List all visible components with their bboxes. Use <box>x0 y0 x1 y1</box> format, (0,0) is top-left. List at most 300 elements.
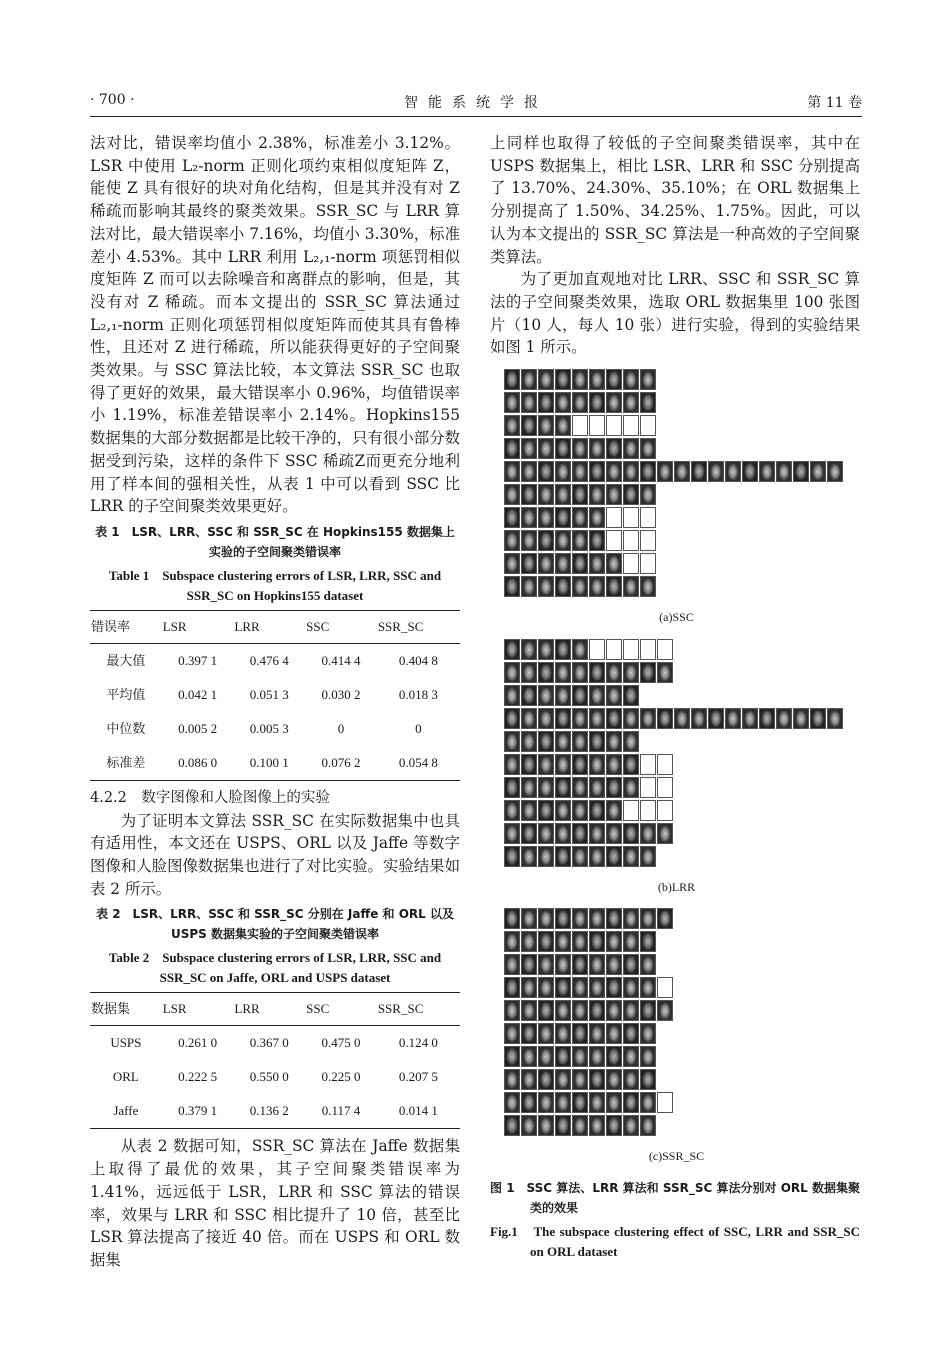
face-thumbnail <box>538 685 554 706</box>
journal-name: 智能系统学报 <box>404 95 548 111</box>
face-thumbnail <box>504 777 520 798</box>
face-thumbnail <box>640 1046 656 1067</box>
face-thumbnail <box>589 392 605 413</box>
face-thumbnail <box>623 461 639 482</box>
face-thumbnail <box>572 639 588 660</box>
face-row <box>504 931 849 953</box>
table-cell: 0.207 5 <box>398 1069 438 1085</box>
face-thumbnail <box>606 1115 622 1136</box>
face-thumbnail <box>640 662 656 683</box>
face-thumbnail <box>504 685 520 706</box>
ssc-face-grid <box>504 369 849 598</box>
face-thumbnail <box>521 1069 537 1090</box>
face-row <box>504 708 849 730</box>
face-row <box>504 977 849 999</box>
face-thumbnail <box>606 754 622 775</box>
face-thumbnail <box>623 846 639 867</box>
face-thumbnail <box>521 461 537 482</box>
empty-cell <box>623 507 639 528</box>
face-thumbnail <box>521 553 537 574</box>
face-thumbnail <box>606 662 622 683</box>
table-cell: 0 <box>337 720 345 736</box>
face-thumbnail <box>572 484 588 505</box>
face-thumbnail <box>623 777 639 798</box>
face-thumbnail <box>555 823 571 844</box>
subfigure-label-ssc: (a)SSC <box>659 610 694 625</box>
empty-cell <box>589 415 605 436</box>
face-thumbnail <box>504 977 520 998</box>
face-thumbnail <box>538 954 554 975</box>
face-thumbnail <box>521 777 537 798</box>
face-thumbnail <box>504 731 520 752</box>
face-thumbnail <box>504 576 520 597</box>
face-thumbnail <box>504 639 520 660</box>
table-row <box>90 1026 460 1061</box>
face-thumbnail <box>521 1046 537 1067</box>
face-thumbnail <box>504 438 520 459</box>
table-cell: 0.086 0 <box>162 746 234 781</box>
face-thumbnail <box>674 708 690 729</box>
face-thumbnail <box>606 823 622 844</box>
empty-cell <box>606 415 622 436</box>
face-thumbnail <box>504 392 520 413</box>
face-thumbnail <box>691 461 707 482</box>
face-thumbnail <box>640 823 656 844</box>
table1 <box>90 610 460 781</box>
face-thumbnail <box>504 484 520 505</box>
face-thumbnail <box>504 461 520 482</box>
face-thumbnail <box>589 823 605 844</box>
face-thumbnail <box>606 438 622 459</box>
empty-cell <box>606 530 622 551</box>
face-thumbnail <box>504 1046 520 1067</box>
face-thumbnail <box>640 576 656 597</box>
face-thumbnail <box>521 1115 537 1136</box>
face-thumbnail <box>504 954 520 975</box>
face-thumbnail <box>555 846 571 867</box>
face-thumbnail <box>572 1092 588 1113</box>
face-thumbnail <box>572 438 588 459</box>
face-thumbnail <box>640 461 656 482</box>
face-thumbnail <box>555 731 571 752</box>
face-thumbnail <box>640 392 656 413</box>
face-row <box>504 484 849 506</box>
page-header <box>90 92 862 114</box>
face-thumbnail <box>725 708 741 729</box>
face-thumbnail <box>521 754 537 775</box>
table-cell: 0.117 4 <box>305 1094 377 1129</box>
face-thumbnail <box>606 484 622 505</box>
table-cell: 中位数 <box>106 720 146 736</box>
face-thumbnail <box>572 1000 588 1021</box>
face-thumbnail <box>623 1115 639 1136</box>
face-row <box>504 576 849 598</box>
table-cell: 0.414 4 <box>321 652 361 668</box>
column-header: 数据集 <box>90 993 162 1026</box>
face-thumbnail <box>572 1046 588 1067</box>
face-thumbnail <box>521 576 537 597</box>
face-row <box>504 392 849 414</box>
face-thumbnail <box>623 977 639 998</box>
face-thumbnail <box>589 708 605 729</box>
face-thumbnail <box>555 800 571 821</box>
face-thumbnail <box>538 461 554 482</box>
face-thumbnail <box>623 931 639 952</box>
face-thumbnail <box>521 438 537 459</box>
face-thumbnail <box>538 438 554 459</box>
body-paragraph: 法对比，错误率均值小 2.38%，标准差小 3.12%。LSR 中使用 L₂-norm 正则化项约束相似度矩阵 Z，能使 Z 具有很好的块对角化结构，但是其并没有对 Z 稀疏而影响其最终的聚类效果。SSR_SC 与 LRR 算法对比，最大错误率小 7.16%，均值小 3.30%，标准差小 4.53%。其中 LRR 利用 L₂,₁-norm 项惩罚相似度矩阵 Z 而可以去除噪音和离群点的影响，但是，其没有对 Z 稀疏。而本文提出的 SSR_SC 算法通过 L₂,₁-norm 正则化项惩罚相似度矩阵而使其具有鲁棒性，且还对 Z 进行稀疏，所以能获得更好的子空间聚类效果。与 SSC 算法比较，本文算法 SSR_SC 也取得了更好的效果，最大错误率小 0.96%，均值错误率小 1.19%，标准差错误率小 2.14%。Hopkins155 数据集的大部分数据都是比较干净的，只有很小部分数据受到污染，这样的条件下 SSC 稀疏Z而更充分地利用了样本间的强相关性，从表 1 中可以看到 SSC 比 LRR 的子空间聚类效果更好。 <box>90 134 460 516</box>
face-thumbnail <box>538 754 554 775</box>
face-thumbnail <box>555 908 571 929</box>
face-thumbnail <box>725 461 741 482</box>
empty-cell <box>657 777 673 798</box>
table-row <box>90 1060 460 1094</box>
figure-1 <box>504 369 849 1168</box>
face-thumbnail <box>555 662 571 683</box>
face-thumbnail <box>589 800 605 821</box>
face-thumbnail <box>521 662 537 683</box>
face-thumbnail <box>776 708 792 729</box>
face-thumbnail <box>521 639 537 660</box>
face-thumbnail <box>606 931 622 952</box>
face-thumbnail <box>589 530 605 551</box>
body-paragraph: 为了更加直观地对比 LRR、SSC 和 SSR_SC 算法的子空间聚类效果，选取 ORL 数据集里 100 张图片（10 人，每人 10 张）进行实验，得到的实验结果如图 1 所示。 <box>490 270 860 357</box>
face-thumbnail <box>555 369 571 390</box>
face-thumbnail <box>589 1046 605 1067</box>
empty-cell <box>657 754 673 775</box>
face-row <box>504 415 849 437</box>
empty-cell <box>640 507 656 528</box>
face-thumbnail <box>623 708 639 729</box>
face-thumbnail <box>572 1069 588 1090</box>
empty-cell <box>623 415 639 436</box>
face-thumbnail <box>572 977 588 998</box>
face-row <box>504 639 849 661</box>
face-thumbnail <box>521 908 537 929</box>
face-thumbnail <box>572 846 588 867</box>
figure-caption-cn: 图 1 SSC 算法、LRR 算法和 SSR_SC 算法分别对 ORL 数据集聚类的效果 <box>490 1181 860 1216</box>
face-thumbnail <box>504 662 520 683</box>
empty-cell <box>572 415 588 436</box>
face-thumbnail <box>623 1046 639 1067</box>
face-thumbnail <box>538 1046 554 1067</box>
subfigure-label-ssr-sc: (c)SSR_SC <box>648 1149 705 1164</box>
face-row <box>504 800 849 822</box>
table-cell: 0.042 1 <box>178 686 218 702</box>
face-thumbnail <box>504 846 520 867</box>
face-thumbnail <box>657 708 673 729</box>
face-thumbnail <box>555 777 571 798</box>
face-thumbnail <box>538 731 554 752</box>
face-row <box>504 438 849 460</box>
face-thumbnail <box>589 553 605 574</box>
face-thumbnail <box>521 392 537 413</box>
table-cell: 0.225 0 <box>321 1069 361 1085</box>
face-thumbnail <box>657 908 673 929</box>
face-thumbnail <box>538 800 554 821</box>
face-thumbnail <box>521 954 537 975</box>
face-thumbnail <box>538 1069 554 1090</box>
face-thumbnail <box>589 662 605 683</box>
face-thumbnail <box>538 576 554 597</box>
face-thumbnail <box>606 369 622 390</box>
face-thumbnail <box>589 777 605 798</box>
face-row <box>504 685 849 707</box>
face-thumbnail <box>572 800 588 821</box>
face-thumbnail <box>606 1046 622 1067</box>
face-thumbnail <box>589 731 605 752</box>
face-thumbnail <box>606 553 622 574</box>
table-cell: 0.005 3 <box>249 720 289 736</box>
face-thumbnail <box>538 1023 554 1044</box>
face-thumbnail <box>810 461 826 482</box>
face-thumbnail <box>572 708 588 729</box>
face-thumbnail <box>623 731 639 752</box>
face-thumbnail <box>589 977 605 998</box>
face-thumbnail <box>572 1023 588 1044</box>
face-thumbnail <box>538 369 554 390</box>
face-thumbnail <box>606 685 622 706</box>
empty-cell <box>640 530 656 551</box>
empty-cell <box>657 1092 673 1113</box>
face-thumbnail <box>623 908 639 929</box>
empty-cell <box>640 415 656 436</box>
face-thumbnail <box>521 800 537 821</box>
face-thumbnail <box>504 1023 520 1044</box>
face-thumbnail <box>538 507 554 528</box>
face-thumbnail <box>742 708 758 729</box>
face-thumbnail <box>572 731 588 752</box>
face-thumbnail <box>555 438 571 459</box>
face-thumbnail <box>555 685 571 706</box>
face-thumbnail <box>640 908 656 929</box>
face-thumbnail <box>555 576 571 597</box>
table1-caption-en: Table 1 Subspace clustering errors of LSR, LRR, SSC and SSR_SC on Hopkins155 dataset <box>108 567 442 603</box>
face-thumbnail <box>640 1023 656 1044</box>
face-thumbnail <box>555 977 571 998</box>
face-thumbnail <box>572 931 588 952</box>
face-thumbnail <box>742 461 758 482</box>
face-thumbnail <box>623 662 639 683</box>
column-header: SSC <box>305 993 377 1026</box>
table-cell: 0.404 8 <box>398 652 438 668</box>
face-row <box>504 553 849 575</box>
face-thumbnail <box>572 461 588 482</box>
table-cell: 0.054 8 <box>377 746 460 781</box>
face-thumbnail <box>759 461 775 482</box>
face-thumbnail <box>538 1000 554 1021</box>
table2-caption-cn: 表 2 LSR、LRR、SSC 和 SSR_SC 分别在 Jaffe 和 ORL 以及 USPS 数据集实验的子空间聚类错误率 <box>96 907 454 942</box>
face-thumbnail <box>623 392 639 413</box>
face-thumbnail <box>640 954 656 975</box>
face-thumbnail <box>606 731 622 752</box>
face-thumbnail <box>589 954 605 975</box>
ssr-sc-face-grid <box>504 908 849 1137</box>
table-cell: 0 <box>415 720 422 736</box>
face-thumbnail <box>606 1069 622 1090</box>
face-row <box>504 823 849 845</box>
face-thumbnail <box>589 369 605 390</box>
face-thumbnail <box>555 392 571 413</box>
face-thumbnail <box>538 823 554 844</box>
face-thumbnail <box>504 530 520 551</box>
table-cell: 0.014 1 <box>377 1094 460 1129</box>
subfigure-label-lrr: (b)LRR <box>657 879 696 894</box>
table-cell: 0.261 0 <box>178 1035 218 1051</box>
table-cell: 0.076 2 <box>305 746 377 781</box>
face-thumbnail <box>572 954 588 975</box>
face-thumbnail <box>572 392 588 413</box>
face-thumbnail <box>521 1023 537 1044</box>
face-thumbnail <box>504 553 520 574</box>
table-row <box>90 643 460 678</box>
face-thumbnail <box>572 662 588 683</box>
face-thumbnail <box>589 1069 605 1090</box>
face-thumbnail <box>589 685 605 706</box>
face-thumbnail <box>504 931 520 952</box>
face-thumbnail <box>606 1023 622 1044</box>
face-row <box>504 1000 849 1022</box>
face-thumbnail <box>657 1000 673 1021</box>
face-thumbnail <box>640 438 656 459</box>
table-cell: USPS <box>110 1035 142 1051</box>
face-thumbnail <box>640 369 656 390</box>
face-thumbnail <box>555 754 571 775</box>
table-cell: 0.005 2 <box>178 720 218 736</box>
column-header: SSR_SC <box>377 610 460 643</box>
empty-cell <box>640 639 656 660</box>
face-thumbnail <box>640 1000 656 1021</box>
body-paragraph: 从表 2 数据可知，SSR_SC 算法在 Jaffe 数据集上取得了最优的效果，其子空间聚类错误率为 1.41%，远远低于 LSR，LRR 和 SSC 算法的错误率，效果与 LRR 和 SSC 相比提升了 10 倍，甚至比 LSR 算法提高了接近 40 倍。而在 USPS 和 ORL 数据集 <box>90 1137 460 1269</box>
face-thumbnail <box>555 1115 571 1136</box>
empty-cell <box>657 800 673 821</box>
face-thumbnail <box>555 530 571 551</box>
face-thumbnail <box>623 685 639 706</box>
table-row <box>90 678 460 712</box>
section-heading: 4.2.2 数字图像和人脸图像上的实验 <box>90 789 330 806</box>
face-thumbnail <box>623 754 639 775</box>
face-thumbnail <box>623 823 639 844</box>
empty-cell <box>657 639 673 660</box>
face-thumbnail <box>589 754 605 775</box>
face-row <box>504 731 849 753</box>
face-thumbnail <box>623 1023 639 1044</box>
face-thumbnail <box>623 438 639 459</box>
header-rule <box>90 116 862 117</box>
face-thumbnail <box>606 954 622 975</box>
table-cell: 0.379 1 <box>162 1094 234 1129</box>
face-thumbnail <box>555 1092 571 1113</box>
face-thumbnail <box>504 415 520 436</box>
face-thumbnail <box>572 369 588 390</box>
face-thumbnail <box>555 931 571 952</box>
face-thumbnail <box>521 731 537 752</box>
face-thumbnail <box>606 908 622 929</box>
face-thumbnail <box>623 369 639 390</box>
face-thumbnail <box>623 1000 639 1021</box>
face-thumbnail <box>606 846 622 867</box>
table-cell: 0.222 5 <box>178 1069 218 1085</box>
table-cell: 0.476 4 <box>249 652 289 668</box>
page-number: · 700 · <box>90 92 135 108</box>
face-thumbnail <box>572 908 588 929</box>
face-row <box>504 908 849 930</box>
face-thumbnail <box>606 977 622 998</box>
face-thumbnail <box>538 392 554 413</box>
table-row <box>90 1094 460 1129</box>
face-thumbnail <box>640 1069 656 1090</box>
face-thumbnail <box>555 484 571 505</box>
face-thumbnail <box>589 1092 605 1113</box>
face-thumbnail <box>589 1023 605 1044</box>
face-thumbnail <box>504 754 520 775</box>
face-thumbnail <box>640 484 656 505</box>
face-thumbnail <box>657 823 673 844</box>
face-thumbnail <box>572 823 588 844</box>
column-header: SSR_SC <box>377 993 460 1026</box>
face-thumbnail <box>538 662 554 683</box>
face-row <box>504 662 849 684</box>
face-row <box>504 1092 849 1114</box>
face-thumbnail <box>623 1069 639 1090</box>
face-thumbnail <box>521 931 537 952</box>
column-header: LRR <box>233 993 305 1026</box>
face-thumbnail <box>589 846 605 867</box>
table1-caption-cn: 表 1 LSR、LRR、SSC 和 SSR_SC 在 Hopkins155 数据集上实验的子空间聚类错误率 <box>95 524 455 559</box>
face-thumbnail <box>555 1069 571 1090</box>
face-thumbnail <box>793 708 809 729</box>
face-thumbnail <box>521 484 537 505</box>
face-row <box>504 1046 849 1068</box>
column-header: SSC <box>305 610 377 643</box>
table-cell: 0.124 0 <box>398 1035 438 1051</box>
face-thumbnail <box>521 507 537 528</box>
table-cell: 0.397 1 <box>178 652 218 668</box>
table-cell: 0.367 0 <box>249 1035 289 1051</box>
face-thumbnail <box>572 576 588 597</box>
face-thumbnail <box>504 908 520 929</box>
table-header-row <box>90 993 460 1026</box>
volume-number: 第 11 卷 <box>807 95 862 111</box>
empty-cell <box>640 754 656 775</box>
face-thumbnail <box>572 553 588 574</box>
face-thumbnail <box>555 708 571 729</box>
face-thumbnail <box>657 662 673 683</box>
face-thumbnail <box>555 1000 571 1021</box>
face-thumbnail <box>538 777 554 798</box>
face-thumbnail <box>538 977 554 998</box>
table-cell: 0.100 1 <box>233 746 305 781</box>
face-thumbnail <box>572 685 588 706</box>
empty-cell <box>606 639 622 660</box>
face-thumbnail <box>589 1115 605 1136</box>
face-thumbnail <box>538 484 554 505</box>
face-thumbnail <box>572 530 588 551</box>
face-row <box>504 461 849 483</box>
face-thumbnail <box>589 507 605 528</box>
face-thumbnail <box>538 1092 554 1113</box>
face-thumbnail <box>555 507 571 528</box>
column-header: LRR <box>233 610 305 643</box>
table2 <box>90 992 460 1129</box>
face-thumbnail <box>504 800 520 821</box>
table-row <box>90 712 460 746</box>
face-thumbnail <box>589 931 605 952</box>
face-thumbnail <box>555 461 571 482</box>
table-cell: 0.475 0 <box>321 1035 361 1051</box>
face-thumbnail <box>538 553 554 574</box>
face-thumbnail <box>521 415 537 436</box>
